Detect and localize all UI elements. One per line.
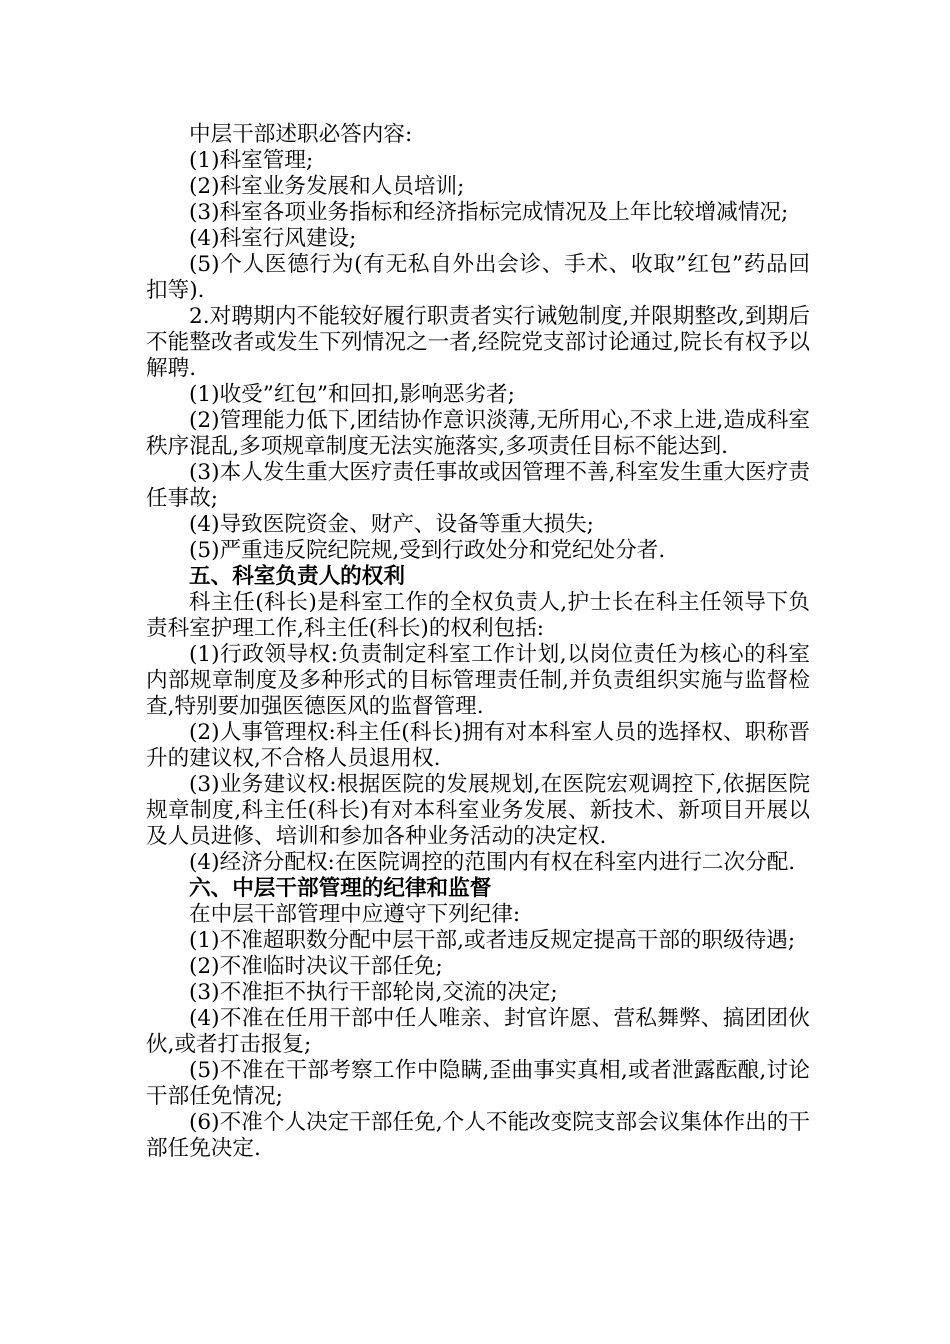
- list-item: (3)科室各项业务指标和经济指标完成情况及上年比较增减情况;: [189, 200, 789, 225]
- document-page: [146, 122, 810, 1162]
- list-item: (1)行政领导权:负责制定科室工作计划,以岗位责任为核心的科室内部规章制度及多种形式的目标管理责任制,并负责组织实施与监督检查,特别要加强医德医风的监督管理.: [146, 642, 810, 719]
- list-item: (2)不准临时决议干部任免;: [189, 954, 443, 979]
- list-item: (3)不准拒不执行干部轮岗,交流的决定;: [189, 980, 558, 1005]
- list-item: (5)严重违反院纪院规,受到行政处分和党纪处分者.: [189, 538, 666, 563]
- paragraph-intro: 中层干部述职必答内容:: [189, 122, 413, 147]
- list-item: (1)收受”红包”和回扣,影响恶劣者;: [189, 382, 515, 407]
- list-item: (1)不准超职数分配中层干部,或者违反规定提高干部的职级待遇;: [189, 928, 796, 953]
- section-heading: 六、中层干部管理的纪律和监督: [189, 876, 492, 901]
- list-item: (2)科室业务发展和人员培训;: [189, 174, 465, 199]
- list-item: (6)不准个人决定干部任免,个人不能改变院支部会议集体作出的干部任免决定.: [146, 1110, 810, 1161]
- paragraph: 2.对聘期内不能较好履行职责者实行诫勉制度,并限期整改,到期后不能整改者或发生下列情况之一者,经院党支部讨论通过,院长有权予以解聘.: [146, 304, 810, 381]
- list-item: (5)个人医德行为(有无私自外出会诊、手术、收取”红包”药品回扣等).: [146, 252, 810, 303]
- list-item: (4)科室行风建设;: [189, 226, 357, 251]
- list-item: (2)人事管理权:科主任(科长)拥有对本科室人员的选择权、职称晋升的建议权,不合格人员退用权.: [146, 720, 810, 771]
- list-item: (4)不准在任用干部中任人唯亲、封官许愿、营私舞弊、搞团团伙伙,或者打击报复;: [146, 1006, 810, 1057]
- list-item: (2)管理能力低下,团结协作意识淡薄,无所用心,不求上进,造成科室秩序混乱,多项规章制度无法实施落实,多项责任目标不能达到.: [146, 408, 810, 459]
- section-heading: 五、科室负责人的权利: [189, 564, 405, 589]
- paragraph: 在中层干部管理中应遵守下列纪律:: [189, 902, 521, 927]
- list-item: (1)科室管理;: [189, 148, 314, 173]
- list-item: (4)导致医院资金、财产、设备等重大损失;: [189, 512, 594, 537]
- list-item: (5)不准在干部考察工作中隐瞒,歪曲事实真相,或者泄露酝酿,讨论干部任免情况;: [146, 1058, 810, 1109]
- list-item: (3)业务建议权:根据医院的发展规划,在医院宏观调控下,依据医院规章制度,科主任(科长)有对本科室业务发展、新技术、新项目开展以及人员进修、培训和参加各种业务活动的决定权.: [146, 772, 810, 849]
- list-item: (4)经济分配权:在医院调控的范围内有权在科室内进行二次分配.: [189, 850, 796, 875]
- list-item: (3)本人发生重大医疗责任事故或因管理不善,科室发生重大医疗责任事故;: [146, 460, 810, 511]
- paragraph: 科主任(科长)是科室工作的全权负责人,护士长在科主任领导下负责科室护理工作,科主任(科长)的权利包括:: [146, 590, 810, 641]
